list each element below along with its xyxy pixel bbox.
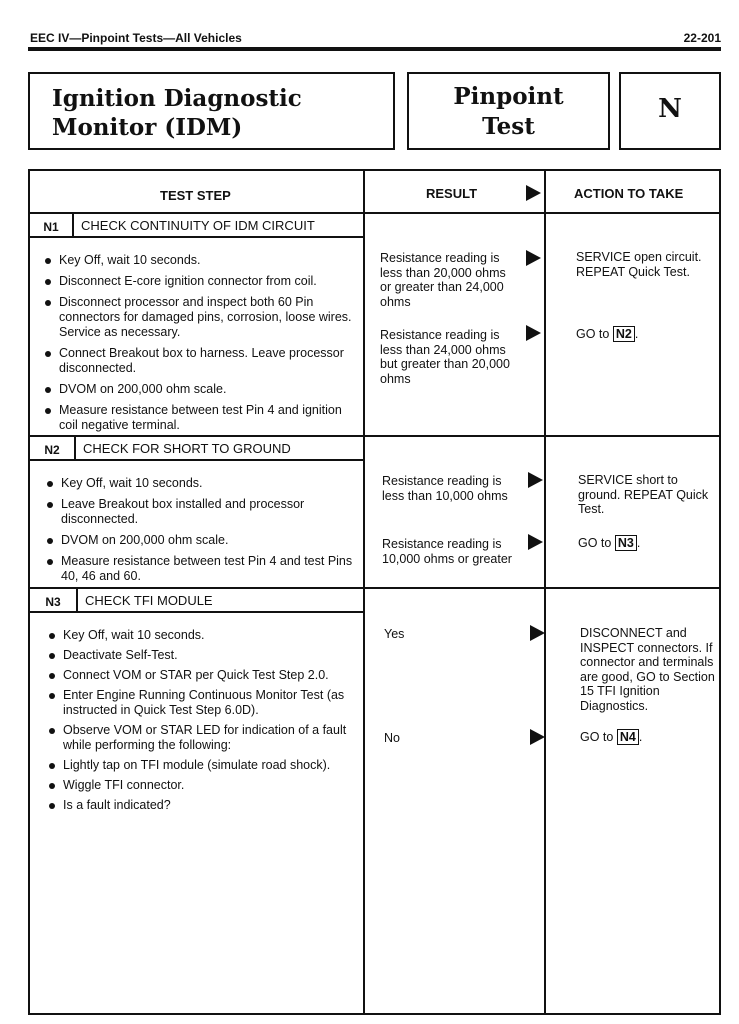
pinpoint-test-box bbox=[407, 72, 610, 150]
instruction-item: Key Off, wait 10 seconds. bbox=[44, 253, 354, 268]
instruction-item: Connect Breakout box to harness. Leave processor disconnected. bbox=[44, 346, 354, 376]
instruction-item: Is a fault indicated? bbox=[48, 798, 358, 813]
instruction-item: Disconnect processor and inspect both 60 Pin connectors for damaged pins, corrosion, loose wires. Service as necessary. bbox=[44, 295, 354, 340]
action-text: SERVICE short to ground. REPEAT Quick Test. bbox=[578, 473, 709, 516]
arrow-icon bbox=[530, 625, 545, 641]
column-header-result: RESULT bbox=[426, 186, 478, 201]
instruction-item: Measure resistance between test Pin 4 and test Pins 40, 46 and 60. bbox=[46, 554, 358, 584]
page-title bbox=[52, 84, 302, 142]
test-letter-box bbox=[619, 72, 721, 150]
running-header: EEC IV—Pinpoint Tests—All Vehicles bbox=[30, 31, 242, 45]
action-text: DISCONNECT and INSPECT connectors. If connector and terminals are good, GO to Section 15 TFI Ignition Diagnostics. bbox=[580, 626, 715, 713]
action-text: SERVICE open circuit. REPEAT Quick Test. bbox=[576, 250, 702, 279]
instruction-item: Key Off, wait 10 seconds. bbox=[46, 476, 358, 491]
step-instructions bbox=[44, 253, 354, 433]
column-divider bbox=[363, 171, 365, 1013]
instruction-item: Deactivate Self-Test. bbox=[48, 648, 358, 663]
arrow-icon bbox=[526, 325, 541, 341]
step-title: CHECK TFI MODULE bbox=[85, 593, 213, 608]
title-line-2: Monitor (IDM) bbox=[52, 114, 243, 141]
result-text: Resistance reading is less than 24,000 ohms but greater than 20,000 ohms bbox=[380, 328, 510, 386]
result-text: No bbox=[384, 731, 400, 745]
test-table bbox=[28, 169, 721, 1015]
column-header-test-step: TEST STEP bbox=[160, 188, 231, 203]
arrow-icon bbox=[528, 534, 543, 550]
action-goto: GO to N2 . bbox=[576, 327, 639, 341]
instruction-item: Measure resistance between test Pin 4 and ignition coil negative terminal. bbox=[44, 403, 354, 433]
result-text: Yes bbox=[384, 627, 405, 641]
goto-label: GO to bbox=[580, 730, 614, 744]
row-divider bbox=[30, 587, 719, 589]
goto-label: GO to bbox=[578, 536, 612, 550]
instruction-item: DVOM on 200,000 ohm scale. bbox=[46, 533, 358, 548]
column-divider bbox=[544, 171, 546, 1013]
goto-step-ref: N2 bbox=[613, 326, 635, 342]
instruction-item: Key Off, wait 10 seconds. bbox=[48, 628, 358, 643]
step-id: N2 bbox=[44, 443, 60, 457]
action-goto: GO to N4 . bbox=[580, 730, 643, 744]
page-number: 22-201 bbox=[683, 31, 721, 45]
step-header-rule bbox=[30, 459, 363, 461]
goto-step-ref: N4 bbox=[617, 729, 639, 745]
step-id: N3 bbox=[45, 595, 61, 609]
instruction-item: Leave Breakout box installed and processor disconnected. bbox=[46, 497, 358, 527]
instruction-item: Connect VOM or STAR per Quick Test Step 2.0. bbox=[48, 668, 358, 683]
arrow-icon bbox=[528, 472, 543, 488]
instruction-item: Enter Engine Running Continuous Monitor Test (as instructed in Quick Test Step 6.0D). bbox=[48, 688, 358, 718]
instruction-item: Lightly tap on TFI module (simulate road shock). bbox=[48, 758, 358, 773]
step-instructions bbox=[48, 628, 358, 813]
row-divider bbox=[30, 435, 719, 437]
step-header-rule bbox=[30, 236, 363, 238]
instruction-item: DVOM on 200,000 ohm scale. bbox=[44, 382, 354, 397]
step-header-rule bbox=[30, 611, 363, 613]
step-instructions bbox=[46, 476, 358, 584]
arrow-icon bbox=[530, 729, 545, 745]
result-text: Resistance reading is less than 20,000 ohms or greater than 24,000 ohms bbox=[380, 251, 506, 309]
result-text: Resistance reading is 10,000 ohms or greater bbox=[382, 537, 512, 566]
instruction-item: Disconnect E-core ignition connector from coil. bbox=[44, 274, 354, 289]
arrow-icon bbox=[526, 185, 541, 201]
goto-label: GO to bbox=[576, 327, 610, 341]
step-title: CHECK FOR SHORT TO GROUND bbox=[83, 441, 291, 456]
instruction-item: Observe VOM or STAR LED for indication of a fault while performing the following: bbox=[48, 723, 358, 753]
test-letter: N bbox=[658, 94, 682, 124]
column-header-action: ACTION TO TAKE bbox=[574, 186, 684, 201]
instruction-item: Wiggle TFI connector. bbox=[48, 778, 358, 793]
action-goto: GO to N3 . bbox=[578, 536, 641, 550]
title-box bbox=[28, 72, 395, 150]
result-text: Resistance reading is less than 10,000 ohms bbox=[382, 474, 508, 503]
header-divider bbox=[30, 212, 719, 214]
arrow-icon bbox=[526, 250, 541, 266]
header-rule bbox=[28, 47, 721, 51]
goto-step-ref: N3 bbox=[615, 535, 637, 551]
title-line-1: Ignition Diagnostic bbox=[52, 85, 302, 112]
pinpoint-test-label: Pinpoint Test bbox=[453, 83, 564, 140]
step-title: CHECK CONTINUITY OF IDM CIRCUIT bbox=[81, 218, 315, 233]
step-id: N1 bbox=[43, 220, 59, 234]
